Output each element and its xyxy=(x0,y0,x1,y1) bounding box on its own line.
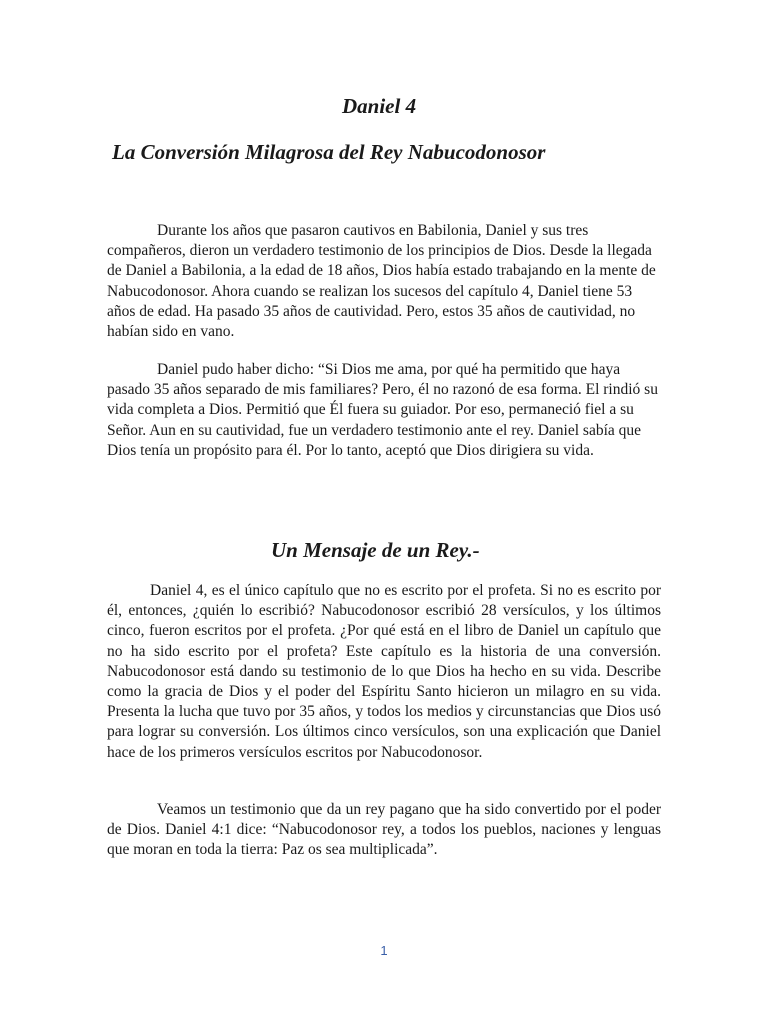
paragraph-3 xyxy=(107,581,661,763)
document-subtitle: La Conversión Milagrosa del Rey Nabucodonosor xyxy=(112,140,546,164)
document-title: Daniel 4 xyxy=(342,94,417,118)
page-number: 1 xyxy=(380,943,388,958)
paragraph-text: Durante los años que pasaron cautivos en Babilonia, Daniel y sus tres compañeros, dieron un verdadero testimonio de los principios de Dios. Desde la llegada de Daniel a Babilonia, a la edad de 18 años, Dios había estado trabajando en la mente de Nabucodonosor. Ahora cuando se realizan los sucesos del capítulo 4, Daniel tiene 53 años de edad. Ha pasado 35 años de cautividad. Pero, estos 35 años de cautividad, no habían sido en vano. xyxy=(107,222,656,341)
paragraph-2 xyxy=(107,360,661,461)
paragraph-text: Veamos un testimonio que da un rey pagano que ha sido convertido por el poder de Dios. Daniel 4:1 dice: “Nabucodonosor rey, a todos los pueblos, naciones y lenguas que moran en toda la tierra: Paz os sea multiplicada”. xyxy=(107,801,661,859)
paragraph-text: Daniel pudo haber dicho: “Si Dios me ama, por qué ha permitido que haya pasado 35 años separado de mis familiares? Pero, él no razonó de esa forma. El rindió su vida completa a Dios. Permitió que Él fuera su guiador. Por eso, permaneció fiel a su Señor. Aun en su cautividad, fue un verdadero testimonio ante el rey. Daniel sabía que Dios tenía un propósito para él. Por lo tanto, aceptó que Dios dirigiera su vida. xyxy=(107,361,658,459)
paragraph-4 xyxy=(107,800,661,861)
paragraph-1 xyxy=(107,221,661,342)
paragraph-text: Daniel 4, es el único capítulo que no es escrito por el profeta. Si no es escrito por él, entonces, ¿quién lo escribió? Nabucodonosor escribió 28 versículos, y los últimos cinco, fueron escritos por el profeta. ¿Por qué está en el libro de Daniel un capítulo que no ha sido escrito por el profeta? Este capítulo es la historia de una conversión. Nabucodonosor está dando su testimonio de lo que Dios ha hecho en su vida. Describe como la gracia de Dios y el poder del Espíritu Santo hicieron un milagro en su vida. Presenta la lucha que tuvo por 35 años, y todos los medios y circunstancias que Dios usó para lograr su conversión. Los últimos cinco versículos, son una explicación que Daniel hace de los primeros versículos escritos por Nabucodonosor. xyxy=(107,582,661,761)
section-heading: Un Mensaje de un Rey.- xyxy=(271,538,480,562)
